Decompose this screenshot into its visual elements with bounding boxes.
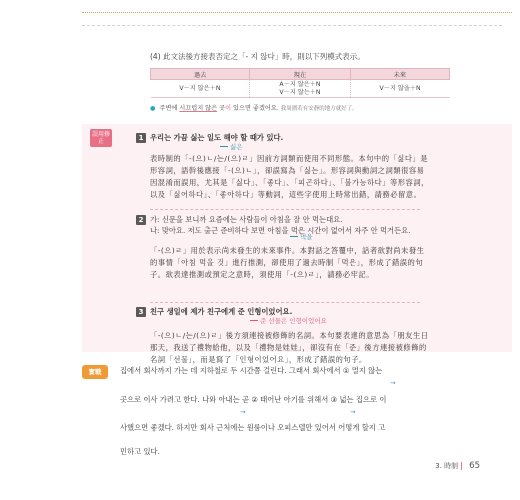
- cell-present-adjective: A－지 않은＋N: [279, 80, 321, 88]
- tense-table: [150, 68, 450, 98]
- arrow-icon: [220, 143, 228, 147]
- erroneous-sentence: 친구 생일에 제가 친구에게 준 인형이었어요.: [150, 307, 293, 316]
- example-underlined: 시끄럽지 않은: [179, 105, 218, 112]
- header-future: 未來: [350, 69, 449, 80]
- correction-mark: [250, 317, 430, 326]
- practice-label: 實戰: [82, 365, 108, 379]
- divider: [150, 209, 420, 210]
- cell-present: [250, 80, 350, 98]
- blank-arrow-2: →: [240, 408, 246, 416]
- dialogue-line-a: 가: 신문을 보니까 요즘에는 사람들이 아침을 잘 안 먹는대요.: [150, 215, 343, 224]
- top-dotted-rule: [82, 12, 512, 13]
- grammar-section-4: [150, 52, 495, 112]
- example-prefix: 주변에: [159, 105, 180, 112]
- correction-text: 싫은: [230, 143, 243, 151]
- blank-arrow-1: →: [390, 379, 396, 387]
- dialogue-line-b: 나: 맞아요. 저도 출근 준비하다 보면 아침을 먹은 시간이 없어서 자주 안 먹거든요.: [150, 226, 411, 235]
- practice-line-4: 민하고 있다.: [120, 447, 160, 456]
- arrow-icon: [250, 317, 258, 321]
- correction-item-2: [138, 214, 430, 281]
- panel-label: 誤用修正: [91, 131, 110, 145]
- top-dashed-rule: [82, 25, 502, 26]
- correction-text: 먹을: [300, 233, 313, 241]
- practice-line-2: 곳으로 이사 가려고 한다. 나와 아내는 곧 ② 태어난 아기를 위해서 ③ 넓는 집으로 이: [120, 395, 387, 404]
- erroneous-sentence: 우리는 가끔 싫는 일도 해야 할 때가 있다.: [150, 133, 284, 142]
- cell-past: V－지 않은＋N: [151, 80, 250, 98]
- item-number: 3: [136, 307, 146, 317]
- explanation: 「-(으)ㄹ」用於表示尚未發生的未來事件。本對話之答覆中，話者欲對尚未發生的事情「아침 먹을 것」進行推測，卻使用了過去時制「먹은」，形成了錯誤的句子。欲表達推測或預定之意時，須使用「-(으)ㄹ」，請務必牢記。: [150, 246, 425, 279]
- blank-arrow-3: →: [350, 408, 356, 416]
- example-translation: 我周圍若有安靜的地方就好了。: [280, 106, 358, 112]
- page-number: 65: [469, 461, 480, 471]
- example-sentence: [150, 103, 495, 112]
- example-particle: 이: [225, 105, 232, 112]
- section-4-title: (4) 此文法後方接表否定之「- 지 않다」時，則以下列模式表示。: [150, 52, 365, 61]
- example-suffix: 있으면 좋겠어요.: [231, 105, 279, 112]
- correction-panel: [82, 124, 512, 352]
- bullet-icon: ●: [150, 105, 156, 112]
- divider: [150, 302, 420, 303]
- practice-line-1: 집에서 회사까지 가는 데 지하철로 두 시간쯤 걸린다. 그래서 회사에서 ① 멀지 않는: [120, 366, 383, 375]
- header-past: 過去: [151, 69, 250, 80]
- correction-text: 준 선물은 인형이었어요: [260, 317, 327, 325]
- page-footer: [435, 461, 480, 471]
- cell-present-verb: V－지 않는＋N: [279, 88, 321, 96]
- correction-mark: [220, 143, 430, 152]
- cell-future: V－지 않을＋N: [350, 80, 449, 98]
- explanation-3: 「-(으)ㄴ/는/(으)ㄹ」後方須連接被修飾的名詞。本句要表達的意思為「朋友生日那天，我送了禮物給他，以及「禮物是娃娃」，卻沒有在「준」後方連接被修飾的名詞「선물」，而是寫了「인형이었어요」，形成了錯誤的句子。: [150, 331, 429, 364]
- item-number: 1: [136, 133, 146, 143]
- item-number: 2: [136, 215, 146, 225]
- practice-line-3: 사했으면 좋겠다. 하지만 회사 근처에는 원룸이나 오피스텔만 있어서 어떻게 할지 고: [120, 423, 386, 432]
- arrow-icon: [290, 233, 298, 237]
- header-present: 現在: [250, 69, 350, 80]
- correction-item-3: [138, 306, 430, 326]
- explanation: 表時制的「-(으)ㄴ/는/(으)ㄹ」因前方詞類而使用不同形態。本句中的「싫다」是形容詞，語幹後應接「-(으)ㄴ」，卻誤寫為「싫는」。形容詞與動詞之詞類很容易因混淆而誤用，尤其是「싫다」、「좋다」、「피곤하다」、「불가능하다」等形容詞，以及「싫어하다」、「좋아하다」等動詞，這些字使用上時常出錯，請務必留意。: [150, 154, 429, 199]
- chapter-label: 3. 時制: [435, 462, 459, 470]
- correction-item-1: [138, 132, 430, 201]
- example-mid: 곳: [217, 105, 226, 112]
- footer-divider: [461, 462, 462, 470]
